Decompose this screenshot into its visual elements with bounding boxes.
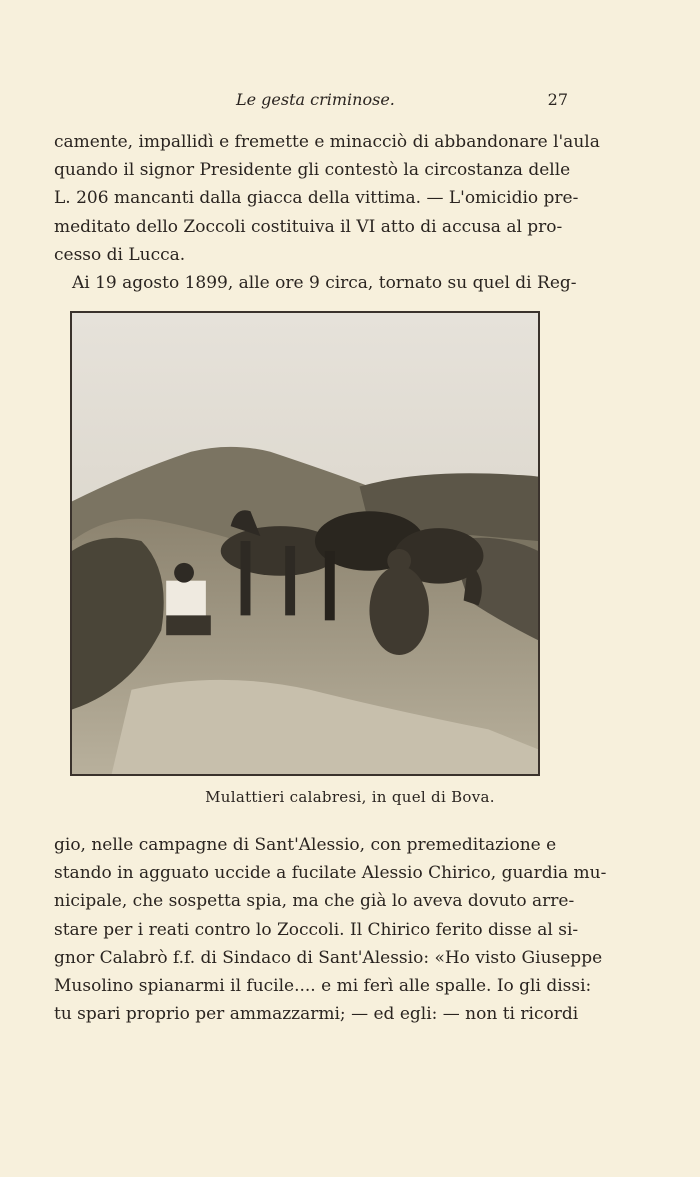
running-title: Le gesta criminose.: [236, 90, 395, 109]
text-line: stando in agguato uccide a fucilate Alessio Chirico, guardia mu-: [54, 863, 607, 884]
photograph-mule-drivers: [70, 311, 540, 776]
text-line: camente, impallidì e fremette e minacciò di abbandonare l'aula: [54, 132, 600, 152]
text-line: meditato dello Zoccoli costituiva il VI atto di accusa al pro-: [54, 216, 563, 237]
text-line: L. 206 mancanti dalla giacca della vittima. — L'omicidio pre-: [54, 188, 579, 209]
paragraph-top: [54, 128, 600, 297]
text-line: gnor Calabrò f.f. di Sindaco di Sant'Alessio: «Ho visto Giuseppe: [54, 947, 603, 968]
text-line: Musolino spianarmi il fucile.... e mi ferì alle spalle. Io gli dissi:: [54, 975, 592, 996]
text-line: tu spari proprio per ammazzarmi; — ed egli: — non ti ricordi: [54, 1004, 579, 1025]
paragraph-bottom: [54, 831, 607, 1028]
text-line: cesso di Lucca.: [54, 244, 186, 265]
figure-caption: Mulattieri calabresi, in quel di Bova.: [205, 788, 495, 806]
page-number: 27: [547, 90, 568, 109]
text-line: gio, nelle campagne di Sant'Alessio, con premeditazione e: [54, 835, 557, 855]
page-header: [54, 90, 568, 116]
text-line: nicipale, che sospetta spia, ma che già lo aveva dovuto arre-: [54, 891, 575, 912]
photograph-image: [72, 313, 538, 774]
text-line: Ai 19 agosto 1899, alle ore 9 circa, tornato su quel di Reg-: [72, 272, 577, 293]
text-line: quando il signor Presidente gli contestò la circostanza delle: [54, 160, 571, 181]
text-line: stare per i reati contro lo Zoccoli. Il Chirico ferito disse al si-: [54, 919, 579, 940]
